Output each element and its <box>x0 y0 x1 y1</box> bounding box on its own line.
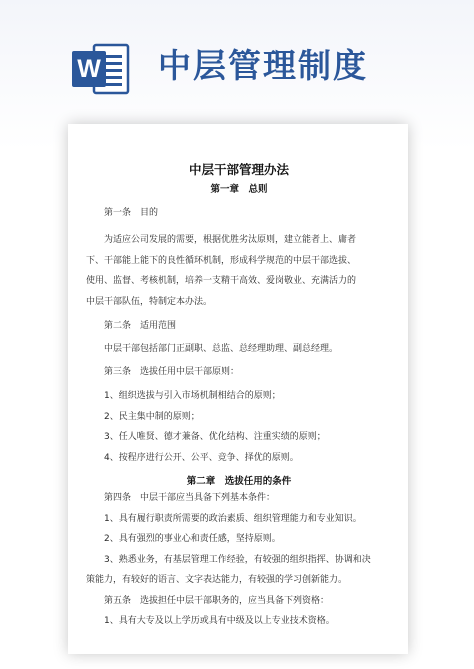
list-item: 1、具有履行职责所需要的政治素质、组织管理能力和专业知识。 <box>104 513 362 524</box>
list-item: 2、民主集中制的原则； <box>104 411 200 422</box>
chapter-heading-2: 第二章 选拔任用的条件 <box>186 476 292 487</box>
list-item: 1、具有大专及以上学历或具有中级及以上专业技术资格。 <box>104 616 335 626</box>
banner-title: 中层管理制度 <box>158 46 368 85</box>
list-item: 3、熟悉业务，有基层管理工作经验，有较强的组织指挥、协调和决 <box>104 554 371 565</box>
document-body <box>86 162 392 632</box>
article-heading: 第四条 中层干部应当具备下列基本条件： <box>104 493 276 503</box>
document-page <box>68 124 408 654</box>
article-heading: 第三条 选拔任用中层干部原则： <box>104 367 240 377</box>
list-item: 2、具有强烈的事业心和责任感，坚持原则。 <box>104 534 281 544</box>
list-item: 1、组织选拔与引入市场机制相结合的原则； <box>104 391 281 401</box>
list-item: 4、按程序进行公开、公平、竞争、择优的原则。 <box>104 452 299 463</box>
paragraph-line: 中层干部包括部门正副职、总监、总经理助理、副总经理。 <box>104 344 339 354</box>
paragraph-line: 使用、监督、考核机制，培养一支精干高效、爱岗敬业、充满活力的 <box>86 276 357 286</box>
list-item-continuation: 策能力，有较好的语言、文字表达能力，有较强的学习创新能力。 <box>86 575 348 585</box>
word-logo-letter: W <box>77 55 101 83</box>
paragraph-line: 中层干部队伍，特制定本办法。 <box>86 296 213 307</box>
list-item: 3、任人唯贤、德才兼备、优化结构、注重实绩的原则； <box>104 432 326 442</box>
document-title: 中层干部管理办法 <box>188 162 289 177</box>
article-paragraph <box>86 230 392 312</box>
article-heading: 第二条 适用范围 <box>104 321 177 331</box>
article-heading: 第一条 目的 <box>104 208 159 218</box>
article-section <box>86 488 392 632</box>
word-app-icon <box>70 40 132 98</box>
article-heading: 第五条 选拔担任中层干部职务的，应当具备下列资格： <box>104 595 330 606</box>
principle-list <box>86 386 392 468</box>
chapter-heading-1: 第一章 总则 <box>210 184 268 195</box>
paragraph-line: 为适应公司发展的需要，根据优胜劣汰原则，建立能者上、庸者 <box>104 235 357 245</box>
paragraph-line: 下、干部能上能下的良性循环机制，形成科学规范的中层干部选拔、 <box>86 255 357 266</box>
